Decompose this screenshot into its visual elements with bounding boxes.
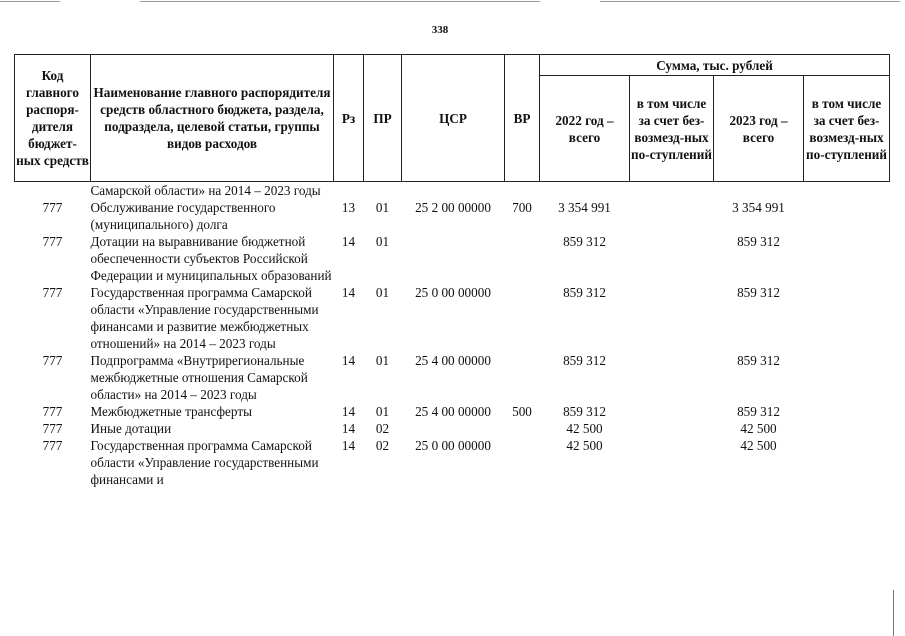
table-row	[15, 199, 890, 233]
cell-2022-gratuitous	[630, 403, 714, 420]
cell-2023-total: 42 500	[740, 438, 777, 453]
cell-code: 777	[42, 285, 63, 300]
cell-2022-total: 42 500	[566, 421, 603, 436]
table-row	[15, 182, 890, 200]
cell-pr: 01	[375, 234, 390, 249]
cell-2022-total: 859 312	[563, 285, 606, 300]
scan-line	[140, 1, 540, 2]
cell-2023-gratuitous	[804, 284, 890, 352]
cell-rz: 14	[341, 438, 356, 453]
table-row	[15, 352, 890, 403]
cell-csr	[402, 233, 505, 284]
cell-2022-gratuitous	[630, 420, 714, 437]
table-body	[15, 182, 890, 489]
table-row	[15, 403, 890, 420]
cell-2022-gratuitous	[630, 284, 714, 352]
cell-vr	[505, 352, 540, 403]
cell-csr: 25 4 00 00000	[415, 353, 491, 368]
header-2023-gratuitous: в том числе за счет без-возмезд-ных по-ступлений	[804, 76, 890, 182]
cell-2022-gratuitous	[630, 437, 714, 488]
cell-2023-total: 859 312	[737, 285, 780, 300]
header-code: Код главного распоря-дителя бюджет-ных средств	[15, 55, 91, 182]
cell-code: 777	[42, 421, 63, 436]
cell-name: Обслуживание государственного (муниципального) долга	[90, 200, 276, 232]
header-pr: ПР	[364, 55, 402, 182]
table-header	[15, 55, 890, 182]
cell-2023-total: 42 500	[740, 421, 777, 436]
cell-2023-total: 859 312	[737, 404, 780, 419]
scan-line	[0, 1, 60, 2]
cell-pr: 01	[375, 200, 390, 215]
cell-2022-gratuitous	[630, 233, 714, 284]
scan-edge	[0, 0, 905, 4]
cell-rz: 13	[341, 200, 356, 215]
cell-2022-total: 3 354 991	[558, 200, 611, 215]
cell-code: 777	[42, 404, 63, 419]
cell-csr: 25 0 00 00000	[415, 438, 491, 453]
header-2023-total: 2023 год – всего	[714, 76, 804, 182]
cell-name: Государственная программа Самарской области «Управление государственными финансами и	[90, 438, 319, 487]
cell-vr	[505, 437, 540, 488]
cell-2023-total: 859 312	[737, 234, 780, 249]
cell-code: 777	[42, 353, 63, 368]
cell-2023-gratuitous	[804, 437, 890, 488]
cell-rz	[334, 182, 364, 200]
cell-csr: 25 2 00 00000	[415, 200, 491, 215]
cell-pr: 01	[375, 353, 390, 368]
cell-code	[15, 182, 91, 200]
cell-2023-total	[714, 182, 804, 200]
cell-vr	[505, 182, 540, 200]
header-rz: Рз	[334, 55, 364, 182]
cell-csr: 25 0 00 00000	[415, 285, 491, 300]
cell-2023-gratuitous	[804, 403, 890, 420]
scan-line	[600, 1, 900, 2]
table-row	[15, 420, 890, 437]
scan-edge-right	[893, 590, 894, 636]
cell-2022-total: 42 500	[566, 438, 603, 453]
cell-csr: 25 4 00 00000	[415, 404, 491, 419]
header-vr: ВР	[505, 55, 540, 182]
page-number: 338	[431, 24, 449, 36]
header-sum-group: Сумма, тыс. рублей	[540, 55, 890, 76]
cell-code: 777	[42, 234, 63, 249]
cell-2022-gratuitous	[630, 352, 714, 403]
cell-rz: 14	[341, 234, 356, 249]
cell-rz: 14	[341, 285, 356, 300]
cell-code: 777	[42, 200, 63, 215]
header-name: Наименование главного распорядителя средств областного бюджета, раздела, подраздела, целевой статьи, группы видов расходов	[91, 55, 334, 182]
cell-vr	[505, 233, 540, 284]
cell-name: Иные дотации	[90, 421, 172, 436]
table-row	[15, 233, 890, 284]
cell-name: Дотации на выравнивание бюджетной обеспеченности субъектов Российской Федерации и муниципальных образований	[90, 234, 332, 283]
budget-table	[14, 54, 890, 488]
cell-name: Подпрограмма «Внутрирегиональные межбюджетные отношения Самарской области» на 2014 – 2023 годы	[90, 353, 308, 402]
cell-2023-total: 859 312	[737, 353, 780, 368]
cell-name: Межбюджетные трансферты	[90, 404, 252, 419]
cell-vr	[505, 284, 540, 352]
cell-pr: 02	[375, 438, 390, 453]
table-row	[15, 284, 890, 352]
cell-2023-gratuitous	[804, 199, 890, 233]
cell-pr	[364, 182, 402, 200]
cell-csr	[402, 182, 505, 200]
header-2022-total: 2022 год – всего	[540, 76, 630, 182]
table-row	[15, 437, 890, 488]
cell-name: Государственная программа Самарской области «Управление государственными финансами и развитие межбюджетных отношений» на 2014 – 2023 годы	[90, 285, 319, 351]
cell-rz: 14	[341, 421, 356, 436]
cell-vr: 500	[512, 404, 532, 419]
header-csr: ЦСР	[402, 55, 505, 182]
cell-pr: 02	[375, 421, 390, 436]
cell-rz: 14	[341, 404, 356, 419]
cell-2023-gratuitous	[804, 352, 890, 403]
cell-csr	[402, 420, 505, 437]
cell-2022-total: 859 312	[563, 234, 606, 249]
cell-2023-total: 3 354 991	[732, 200, 785, 215]
cell-2023-gratuitous	[804, 420, 890, 437]
cell-pr: 01	[375, 404, 390, 419]
cell-2022-gratuitous	[630, 199, 714, 233]
cell-2022-gratuitous	[630, 182, 714, 200]
cell-2022-total	[540, 182, 630, 200]
cell-pr: 01	[375, 285, 390, 300]
cell-name: Самарской области» на 2014 – 2023 годы	[90, 183, 321, 198]
cell-vr	[505, 420, 540, 437]
cell-2023-gratuitous	[804, 233, 890, 284]
cell-2023-gratuitous	[804, 182, 890, 200]
cell-2022-total: 859 312	[563, 404, 606, 419]
header-2022-gratuitous: в том числе за счет без-возмезд-ных по-ступлений	[630, 76, 714, 182]
cell-rz: 14	[341, 353, 356, 368]
cell-vr: 700	[512, 200, 532, 215]
cell-2022-total: 859 312	[563, 353, 606, 368]
cell-code: 777	[42, 438, 63, 453]
